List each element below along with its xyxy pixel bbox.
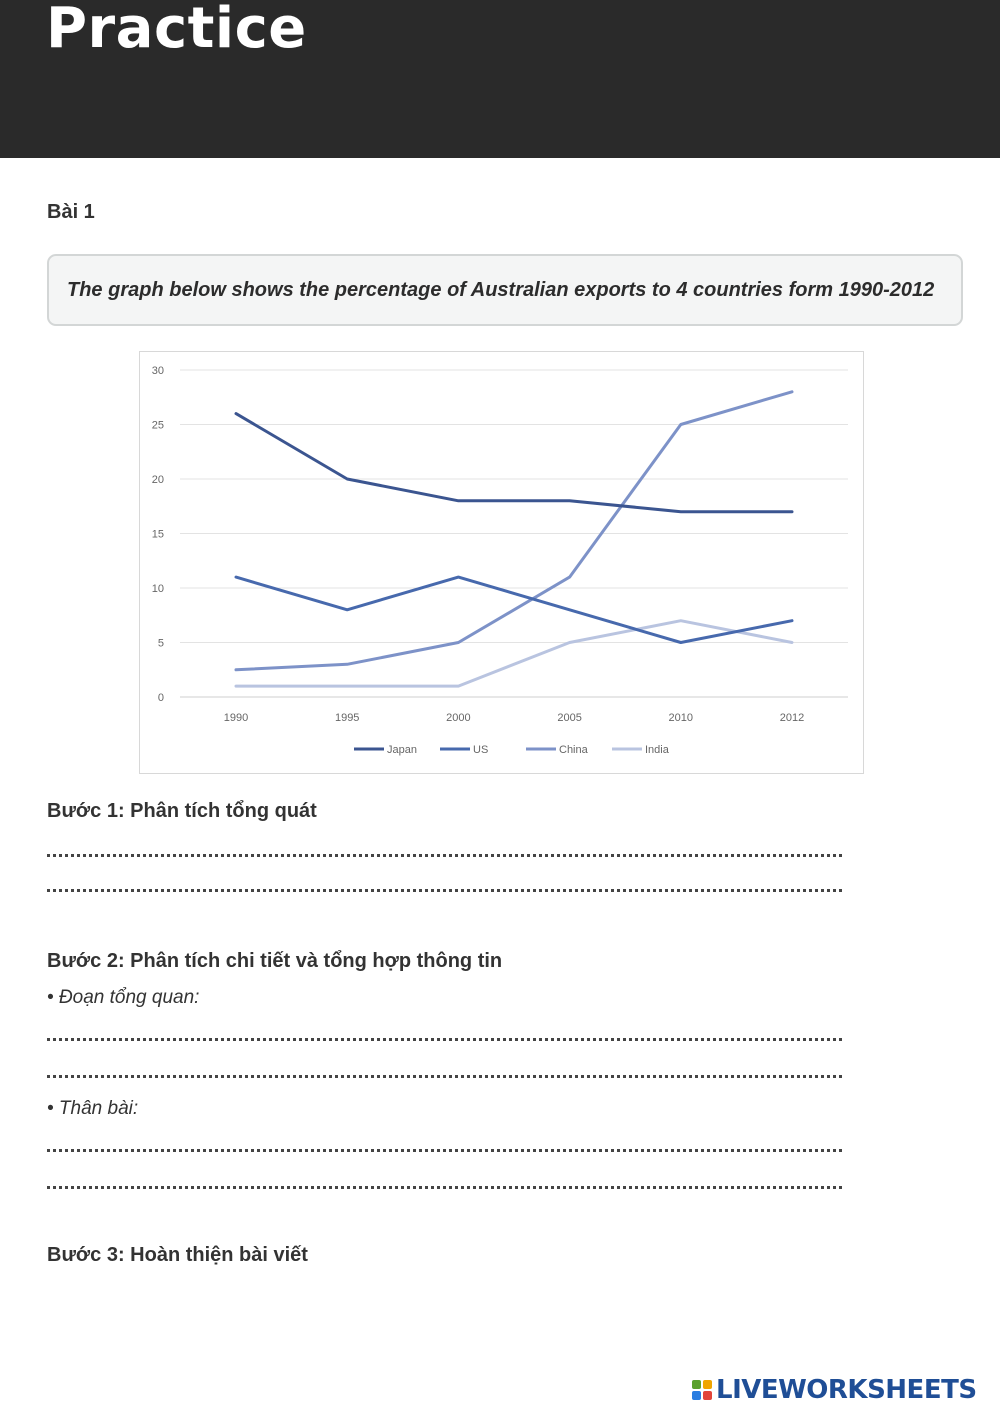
x-tick-label: 1995 [334, 712, 360, 724]
series-line-china [236, 392, 792, 670]
brand-square [692, 1391, 701, 1400]
answer-line[interactable] [47, 854, 842, 857]
x-tick-label: 2010 [668, 712, 694, 724]
header-band [0, 0, 1000, 158]
legend-label-china: China [559, 744, 588, 756]
prompt-text: The graph below shows the percentage of Australian exports to 4 countries form 1990-2012 [67, 278, 935, 301]
x-tick-label: 2005 [557, 712, 582, 724]
x-tick-label: 2012 [779, 712, 805, 724]
exercise-label: Bài 1 [47, 201, 95, 223]
prompt-box [47, 254, 963, 326]
answer-line[interactable] [47, 1186, 842, 1189]
x-tick-label: 1990 [223, 712, 249, 724]
brand-square [703, 1380, 712, 1389]
legend-label-us: US [473, 744, 489, 756]
y-tick-label: 0 [157, 692, 164, 704]
step2-heading: Bước 2: Phân tích chi tiết và tổng hợp thông tin [47, 950, 503, 972]
x-tick-label: 2000 [446, 712, 471, 724]
y-tick-label: 25 [151, 419, 164, 432]
bullet-overview: • Đoạn tổng quan: [47, 987, 200, 1008]
legend-label-india: India [645, 744, 669, 756]
step1-heading: Bước 1: Phân tích tổng quát [47, 800, 317, 822]
page-title: Practice [46, 0, 307, 61]
y-tick-label: 30 [151, 365, 164, 377]
line-chart [139, 351, 864, 774]
legend-label-japan: Japan [387, 744, 417, 756]
answer-line[interactable] [47, 1038, 842, 1041]
brand-name: LIVEWORKSHEETS [716, 1375, 977, 1405]
series-line-japan [236, 414, 792, 512]
bullet-body: • Thân bài: [47, 1098, 139, 1119]
brand-mark-icon [692, 1380, 712, 1400]
brand-square [692, 1380, 701, 1389]
step3-heading: Bước 3: Hoàn thiện bài viết [47, 1244, 308, 1266]
chart-canvas [140, 352, 863, 773]
y-tick-label: 15 [151, 528, 164, 541]
brand-square [703, 1391, 712, 1400]
y-tick-label: 5 [157, 637, 164, 650]
y-tick-label: 20 [151, 474, 164, 486]
y-tick-label: 10 [151, 583, 164, 595]
answer-line[interactable] [47, 889, 842, 892]
brand-logo [692, 1372, 977, 1408]
series-line-india [236, 621, 792, 686]
answer-line[interactable] [47, 1075, 842, 1078]
answer-line[interactable] [47, 1149, 842, 1152]
